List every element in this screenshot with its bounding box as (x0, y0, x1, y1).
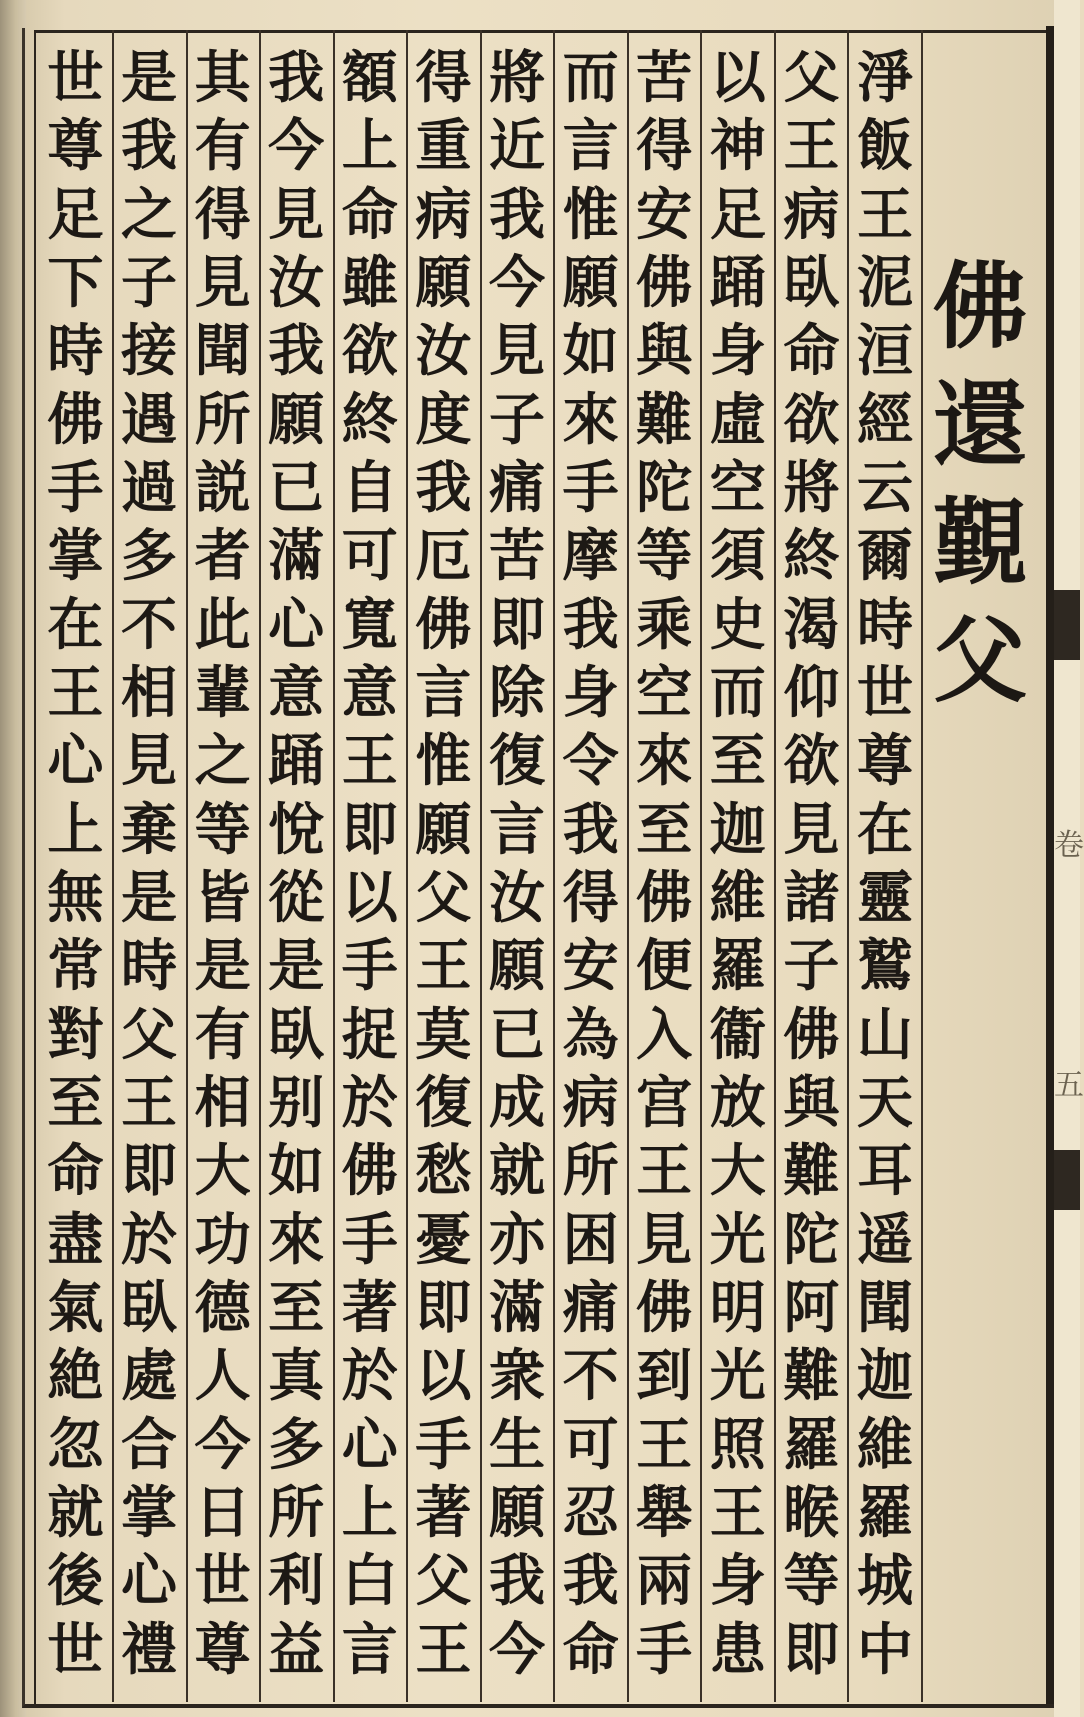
title-char: 佛 (932, 252, 1027, 362)
text-column: 是 我 之 子 接 遇 過 多 不 相 見 棄 是 時 父 王 即 於 臥 處 合 掌 心 禮 (120, 45, 178, 1683)
text-column: 額 上 命 雖 欲 終 自 可 寬 意 王 即 以 手 捉 於 佛 手 著 於 心 上 白 言 (341, 45, 398, 1683)
title-char: 還 (932, 370, 1027, 480)
fold-mark (1054, 1150, 1080, 1210)
text-column: 得 重 病 願 汝 度 我 厄 佛 言 惟 願 父 王 莫 復 愁 憂 即 以 手 著 父 王 (415, 45, 472, 1683)
right-heavy-border (1046, 26, 1054, 1704)
text-column: 世 尊 足 下 時 佛 手 掌 在 王 心 上 無 常 對 至 命 盡 氣 絶 忽 就 後 世 (47, 45, 104, 1683)
text-column: 我 今 見 汝 我 願 已 滿 心 意 踊 悅 從 是 臥 别 如 來 至 真 多 所 利 益 (268, 45, 325, 1683)
title-char: 覲 (932, 488, 1027, 598)
title-char: 父 (932, 606, 1027, 716)
text-column: 以 神 足 踊 身 虛 空 須 史 而 至 迦 維 羅 衞 放 大 光 明 光 照 王 身 患 (709, 45, 766, 1683)
text-column: 苦 得 安 佛 與 難 陀 等 乘 空 來 至 佛 便 入 宫 王 見 佛 到 王 舉 兩 手 (636, 45, 693, 1683)
chapter-title (920, 248, 1040, 720)
fold-mark (1054, 590, 1080, 660)
text-column: 將 近 我 今 見 子 痛 苦 即 除 復 言 汝 願 已 成 就 亦 滿 衆 生 願 我 今 (488, 45, 546, 1683)
edge-glyph: 卷 (1054, 828, 1084, 863)
edge-glyph: 五 (1054, 1068, 1084, 1103)
text-column: 淨 飯 王 泥 洹 經 云 爾 時 世 尊 在 靈 鷲 山 天 耳 遥 聞 迦 維 羅 城 中 (856, 45, 914, 1683)
text-column: 父 王 病 臥 命 欲 將 終 渴 仰 欲 見 諸 子 佛 與 難 陀 阿 難 羅 睺 等 即 (783, 45, 840, 1683)
text-column: 而 言 惟 願 如 來 手 摩 我 身 令 我 得 安 為 病 所 困 痛 不 可 忍 我 命 (562, 45, 619, 1683)
text-column: 其 有 得 見 聞 所 説 者 此 輩 之 等 皆 是 有 相 大 功 德 人 今 日 世 尊 (194, 45, 251, 1683)
